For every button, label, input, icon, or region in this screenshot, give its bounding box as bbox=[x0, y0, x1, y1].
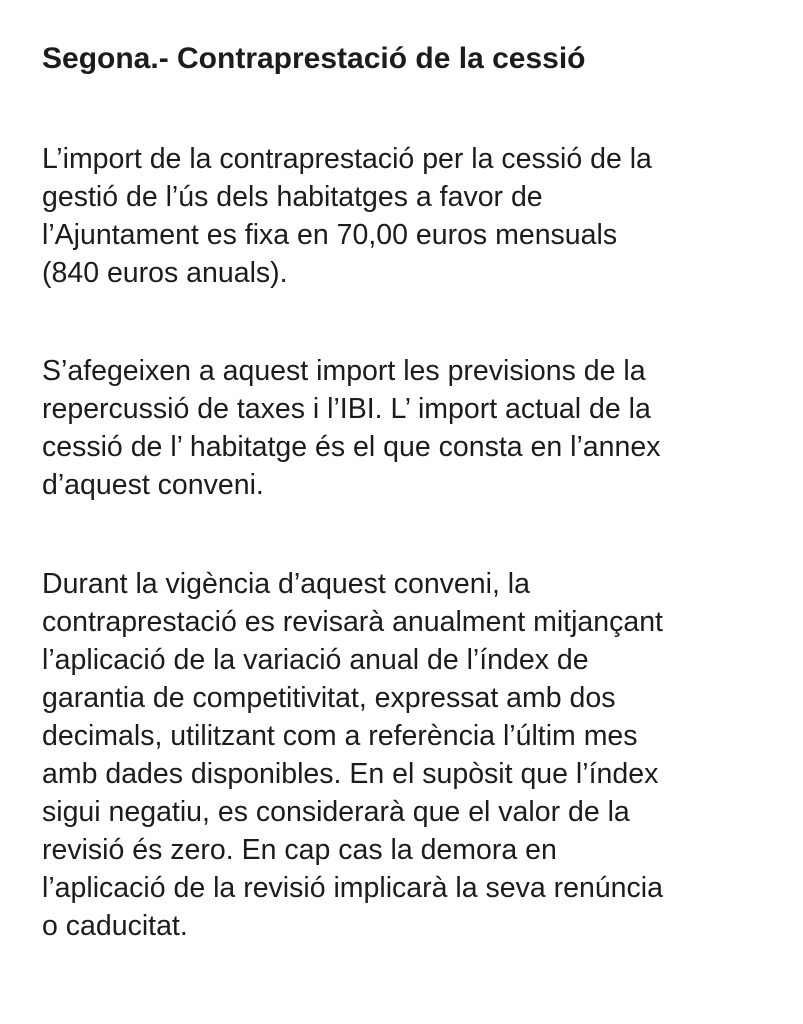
paragraph-line: o caducitat. bbox=[42, 910, 188, 942]
paragraph-line: l’Ajuntament es fixa en 70,00 euros mensuals bbox=[42, 219, 618, 251]
paragraph-line: (840 euros anuals). bbox=[42, 257, 288, 289]
section-heading: Segona.- Contraprestació de la cessió bbox=[42, 42, 586, 75]
paragraph-line: gestió de l’ús dels habitatges a favor de bbox=[42, 181, 543, 213]
paragraph-line: d’aquest conveni. bbox=[42, 469, 264, 501]
paragraph-line: l’aplicació de la revisió implicarà la seva renúncia bbox=[42, 872, 663, 904]
paragraph-line: garantia de competitivitat, expressat amb dos bbox=[42, 682, 616, 714]
paragraph-line: decimals, utilitzant com a referència l’últim mes bbox=[42, 720, 638, 752]
paragraph-line: contraprestació es revisarà anualment mitjançant bbox=[42, 606, 663, 638]
paragraph-line: sigui negatiu, es considerarà que el valor de la bbox=[42, 796, 630, 828]
paragraph-line: amb dades disponibles. En el supòsit que l’índex bbox=[42, 758, 659, 790]
paragraph-amount bbox=[42, 140, 652, 292]
paragraph-line: S’afegeixen a aquest import les previsions de la bbox=[42, 355, 646, 387]
paragraph-revision bbox=[42, 565, 663, 945]
paragraph-line: revisió és zero. En cap cas la demora en bbox=[42, 834, 557, 866]
paragraph-line: l’aplicació de la variació anual de l’índex de bbox=[42, 644, 589, 676]
paragraph-line: repercussió de taxes i l’IBI. L’ import actual de la bbox=[42, 393, 651, 425]
paragraph-taxes bbox=[42, 352, 660, 504]
paragraph-line: L’import de la contraprestació per la cessió de la bbox=[42, 143, 652, 175]
paragraph-line: cessió de l’ habitatge és el que consta en l’annex bbox=[42, 431, 661, 463]
paragraph-line: Durant la vigència d’aquest conveni, la bbox=[42, 568, 530, 600]
